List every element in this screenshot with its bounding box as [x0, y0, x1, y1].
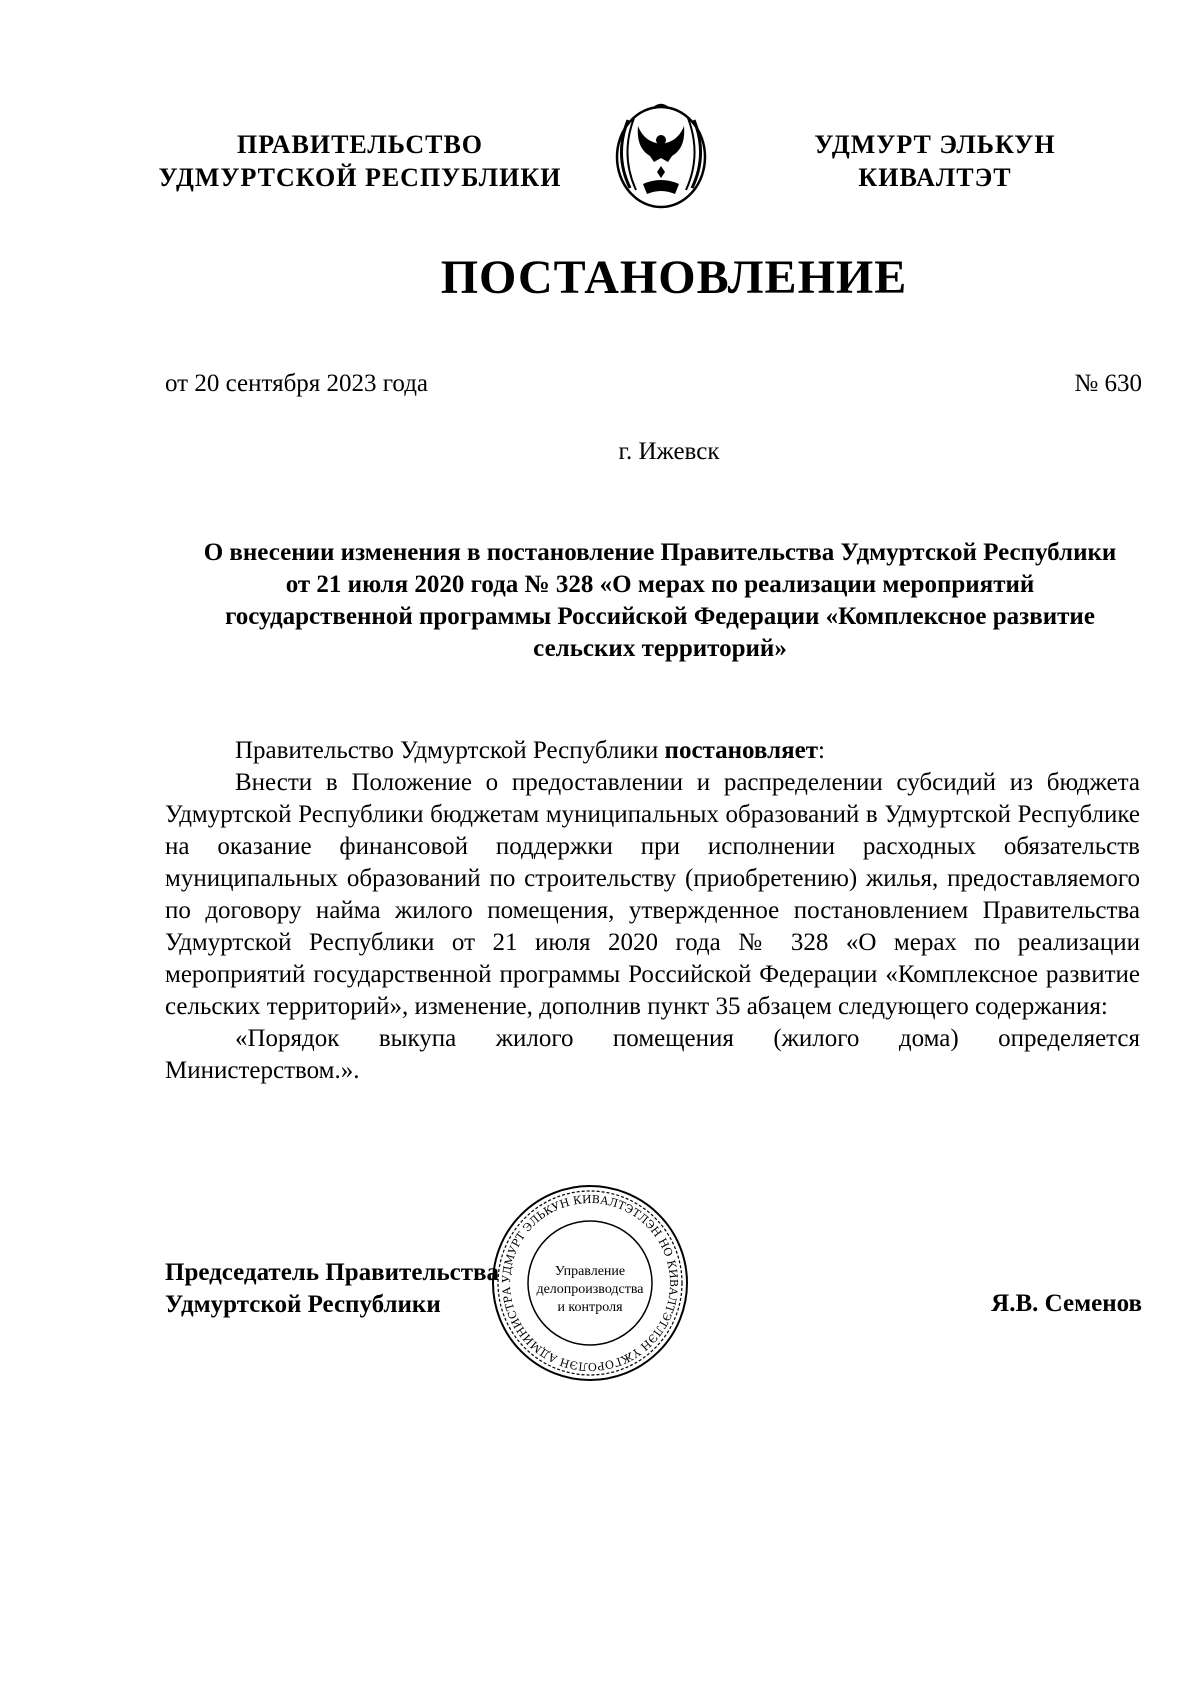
signatory-position [165, 1257, 499, 1321]
intro-paragraph [165, 735, 1140, 767]
udmurt-coat-of-arms-emblem [608, 100, 714, 212]
org-ud-line-2: КИВАЛТЭТ [858, 163, 1012, 192]
org-ru-line-1: ПРАВИТЕЛЬСТВО [236, 130, 484, 159]
stamp-center-line-3: и контроля [557, 1300, 623, 1315]
signatory-name: Я.В. Семенов [991, 1290, 1142, 1317]
stamp-center-line-2: делопроизводства [536, 1282, 644, 1297]
document-number: № 630 [1074, 370, 1142, 397]
document-date: от 20 сентября 2023 года [165, 370, 429, 397]
org-name-udmurt [775, 128, 1095, 194]
intro-text: Правительство Удмуртской Республики [235, 737, 665, 764]
intro-verb: постановляет [664, 737, 819, 764]
signatory-position-line-2: Удмуртской Республики [165, 1291, 441, 1318]
stamp-center-line-1: Управление [554, 1264, 626, 1279]
intro-colon: : [818, 737, 825, 764]
org-name-russian [140, 128, 580, 194]
document-body [165, 735, 1140, 1087]
document-subject: О внесении изменения в постановление Правительства Удмуртской Республики от 21 июля 2020 года № 328 «О мерах по реализации мероприятий государственной программы Российской Федерации «Комплексное развитие сельских территорий» [203, 539, 1117, 662]
document-type-title: ПОСТАНОВЛЕНИЕ [440, 251, 908, 304]
body-paragraph-1: Внести в Положение о предоставлении и распределении субсидий из бюджета Удмуртской Республики бюджетам муниципальных образований в Удмуртской Республике на оказание финансовой поддержки при исполнении расходных обязательств муниципальных образований по строительству (приобретению) жилья, предоставляемого по договору найма жилого помещения, утвержденное постановлением Правительства Удмуртской Республики от 21 июля 2020 года № 328 «О мерах по реализации мероприятий государственной программы Российской Федерации «Комплексное развитие сельских территорий», изменение, дополнив пункт 35 абзацем следующего содержания: [165, 769, 1140, 1020]
org-ud-line-1: УДМУРТ ЭЛЬКУН [814, 130, 1056, 159]
official-stamp [490, 1183, 690, 1383]
signatory-position-line-1: Председатель Правительства [165, 1259, 500, 1286]
org-ru-line-2: УДМУРТСКОЙ РЕСПУБЛИКИ [158, 163, 562, 192]
document-city: г. Ижевск [618, 438, 720, 465]
body-paragraph-2: «Порядок выкупа жилого помещения (жилого дома) определяется Министерством.». [165, 1025, 1140, 1084]
stamp-ring-text: УДМУРТ ЭЛЬКУН КИВАЛТЭТЛЭН НО КИВАЛТЭТЛЭН ҮЖГОРОЛЭН АДМИНИСТРА [499, 1192, 681, 1374]
